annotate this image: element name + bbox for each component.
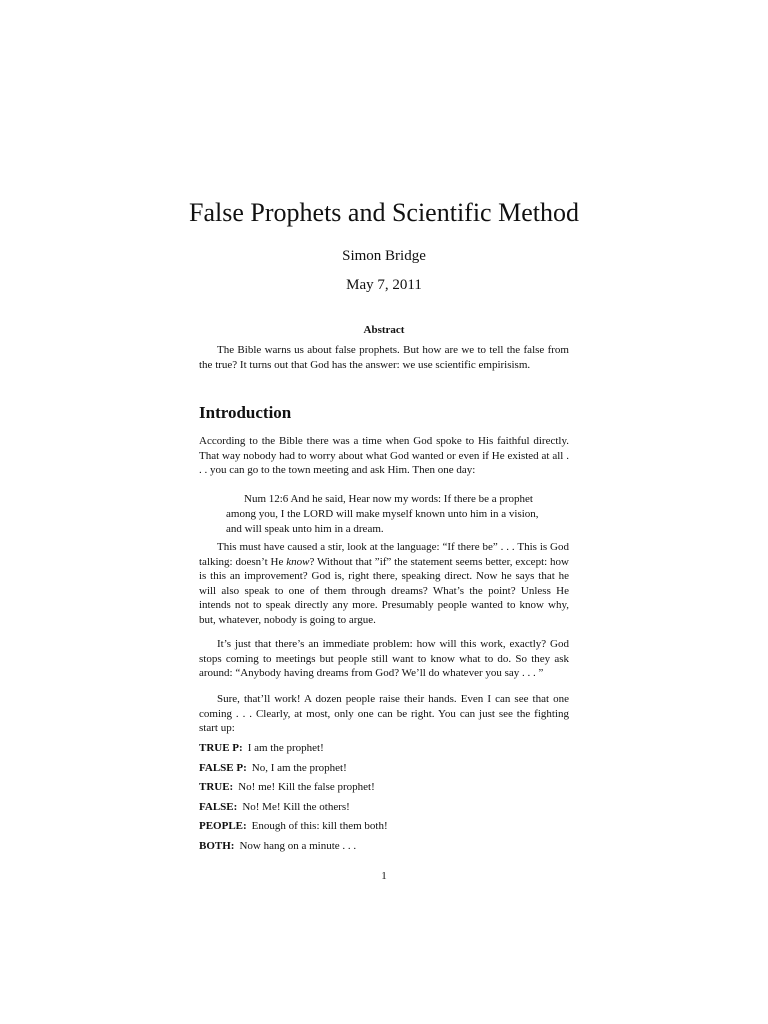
dialogue-speaker: FALSE: bbox=[199, 800, 238, 813]
paragraph-1: According to the Bible there was a time when God spoke to His faithful directly. That way nobody had to worry about what God wanted or even if He existed at all . . . you can go to the town meeting and ask Him. Then one day: bbox=[199, 435, 569, 476]
abstract-heading: Abstract bbox=[363, 324, 405, 336]
dialogue-speaker: BOTH: bbox=[199, 839, 235, 852]
dialogue-list bbox=[199, 739, 569, 856]
dialogue-text: Enough of this: kill them both! bbox=[251, 820, 388, 832]
dialogue-text: No! me! Kill the false prophet! bbox=[238, 781, 375, 793]
paragraph-3: It’s just that there’s an immediate problem: how will this work, exactly? God stops coming to meetings but people still want to know what to do. So they ask around: “Anybody having dreams from God? We’ll do whatever you say . . . ” bbox=[199, 638, 569, 679]
dialogue-speaker: PEOPLE: bbox=[199, 820, 247, 832]
paragraph-4: Sure, that’ll work! A dozen people raise their hands. Even I can see that one coming . . . Clearly, at most, only one can be right. You can just see the fighting start up: bbox=[199, 693, 569, 734]
dialogue-text: No! Me! Kill the others! bbox=[242, 800, 350, 813]
dialogue-line bbox=[199, 739, 569, 759]
page-number: 1 bbox=[381, 870, 387, 882]
dialogue-line bbox=[199, 798, 569, 818]
dialogue-speaker: TRUE: bbox=[199, 781, 234, 793]
paragraph-2-emphasis: know bbox=[286, 555, 310, 568]
dialogue-speaker: TRUE P: bbox=[199, 742, 243, 754]
scripture-quote: Num 12:6 And he said, Hear now my words: If there be a prophet among you, I the LORD will make myself known unto him in a vision, and will speak unto him in a dream. bbox=[226, 493, 539, 535]
dialogue-text: No, I am the prophet! bbox=[251, 761, 347, 774]
dialogue-line bbox=[199, 759, 569, 779]
dialogue-line bbox=[199, 817, 569, 837]
dialogue-speaker: FALSE P: bbox=[199, 761, 247, 774]
author-name: Simon Bridge bbox=[342, 248, 426, 264]
dialogue-text: I am the prophet! bbox=[247, 742, 324, 754]
dialogue-line bbox=[199, 778, 569, 798]
section-heading-introduction: Introduction bbox=[199, 403, 292, 422]
publication-date: May 7, 2011 bbox=[346, 277, 422, 293]
dialogue-text: Now hang on a minute . . . bbox=[239, 839, 357, 852]
abstract-text: The Bible warns us about false prophets. But how are we to tell the false from the true? It turns out that God has the answer: we use scientific empirisism. bbox=[199, 344, 569, 371]
paragraph-2 bbox=[199, 540, 569, 627]
paragraph-2-part-1: This must have caused a stir, look at the language: “If there be” . . . This is God talking: doesn’t He bbox=[199, 541, 569, 568]
paper-title: False Prophets and Scientific Method bbox=[189, 198, 579, 227]
dialogue-line bbox=[199, 837, 569, 857]
paragraph-2-part-2: ? Without that ”if” the statement seems better, except: how is this an improvement? God is, right there, speaking direct. Now he says that he will also speak to one of them through dreams? What’s the point? Unless He intends not to speak directly any more. Presumably people wanted to know why, but, whatever, nobody is going to argue. bbox=[199, 555, 569, 626]
